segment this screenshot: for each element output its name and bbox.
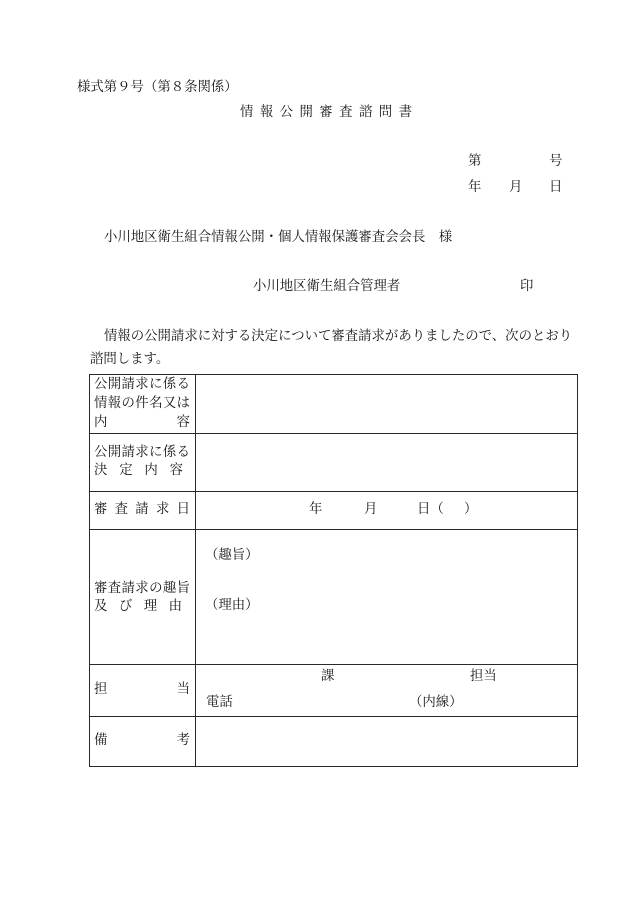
purpose-heading: （趣旨） — [205, 548, 259, 563]
contact-extension: （内線） — [409, 695, 463, 710]
label-line: 備 考 — [94, 733, 190, 748]
form-number: 様式第９号（第８条関係） — [77, 80, 238, 95]
reference-number-prefix: 第 — [468, 154, 482, 169]
label-line: 情報の件名又は — [94, 396, 190, 411]
label-line: 審査請求の趣旨 — [94, 581, 190, 596]
row-appeal-date — [90, 491, 577, 529]
label-line: 及 び 理 由 — [94, 599, 182, 614]
purpose-reason-value-cell — [196, 530, 577, 664]
date-year: 年 — [468, 180, 482, 195]
label-line: 決 定 内 容 — [94, 463, 183, 478]
appeal-date-month: 月 — [364, 502, 378, 517]
reference-number-suffix: 号 — [549, 154, 563, 169]
label-line: 担 当 — [94, 682, 190, 697]
label-line: 審 査 請 求 日 — [94, 502, 190, 517]
decision-value-cell — [196, 434, 577, 491]
label-cell — [90, 530, 196, 664]
sender-name: 小川地区衛生組合管理者 — [253, 279, 401, 294]
label-cell — [90, 375, 196, 433]
row-contact — [90, 664, 577, 716]
row-remarks — [90, 716, 577, 766]
seal-mark: 印 — [520, 279, 534, 294]
label-line: 公開請求に係る — [94, 377, 190, 392]
label-cell — [90, 492, 196, 529]
appeal-date-value-cell — [196, 492, 577, 529]
body-text-line-1: 情報の公開請求に対する決定について審査請求がありましたので、次のとおり — [104, 329, 573, 344]
reason-heading: （理由） — [205, 598, 259, 613]
appeal-date-day: 日（ — [417, 502, 444, 517]
addressee: 小川地区衛生組合情報公開・個人情報保護審査会会長 様 — [104, 230, 453, 245]
row-decision — [90, 433, 577, 491]
label-line: 内 容 — [94, 415, 190, 430]
appeal-date-close-paren: ） — [464, 502, 478, 517]
date-day: 日 — [549, 180, 563, 195]
subject-value-cell — [196, 375, 577, 433]
form-table — [89, 374, 578, 767]
row-appeal-purpose-reason — [90, 529, 577, 664]
body-text-line-2: 諮問します。 — [90, 352, 170, 367]
appeal-date-year: 年 — [309, 502, 323, 517]
remarks-value-cell — [196, 717, 577, 766]
document-title: 情 報 公 開 審 査 諮 問 書 — [240, 105, 412, 120]
row-request-subject — [90, 375, 577, 433]
label-cell — [90, 434, 196, 491]
contact-person: 担当 — [470, 669, 497, 684]
label-cell — [90, 665, 196, 716]
contact-section: 課 — [321, 669, 335, 684]
contact-phone: 電話 — [206, 695, 233, 710]
label-line: 公開請求に係る — [94, 445, 190, 460]
contact-value-cell — [196, 665, 577, 716]
date-month: 月 — [509, 180, 523, 195]
label-cell — [90, 717, 196, 766]
